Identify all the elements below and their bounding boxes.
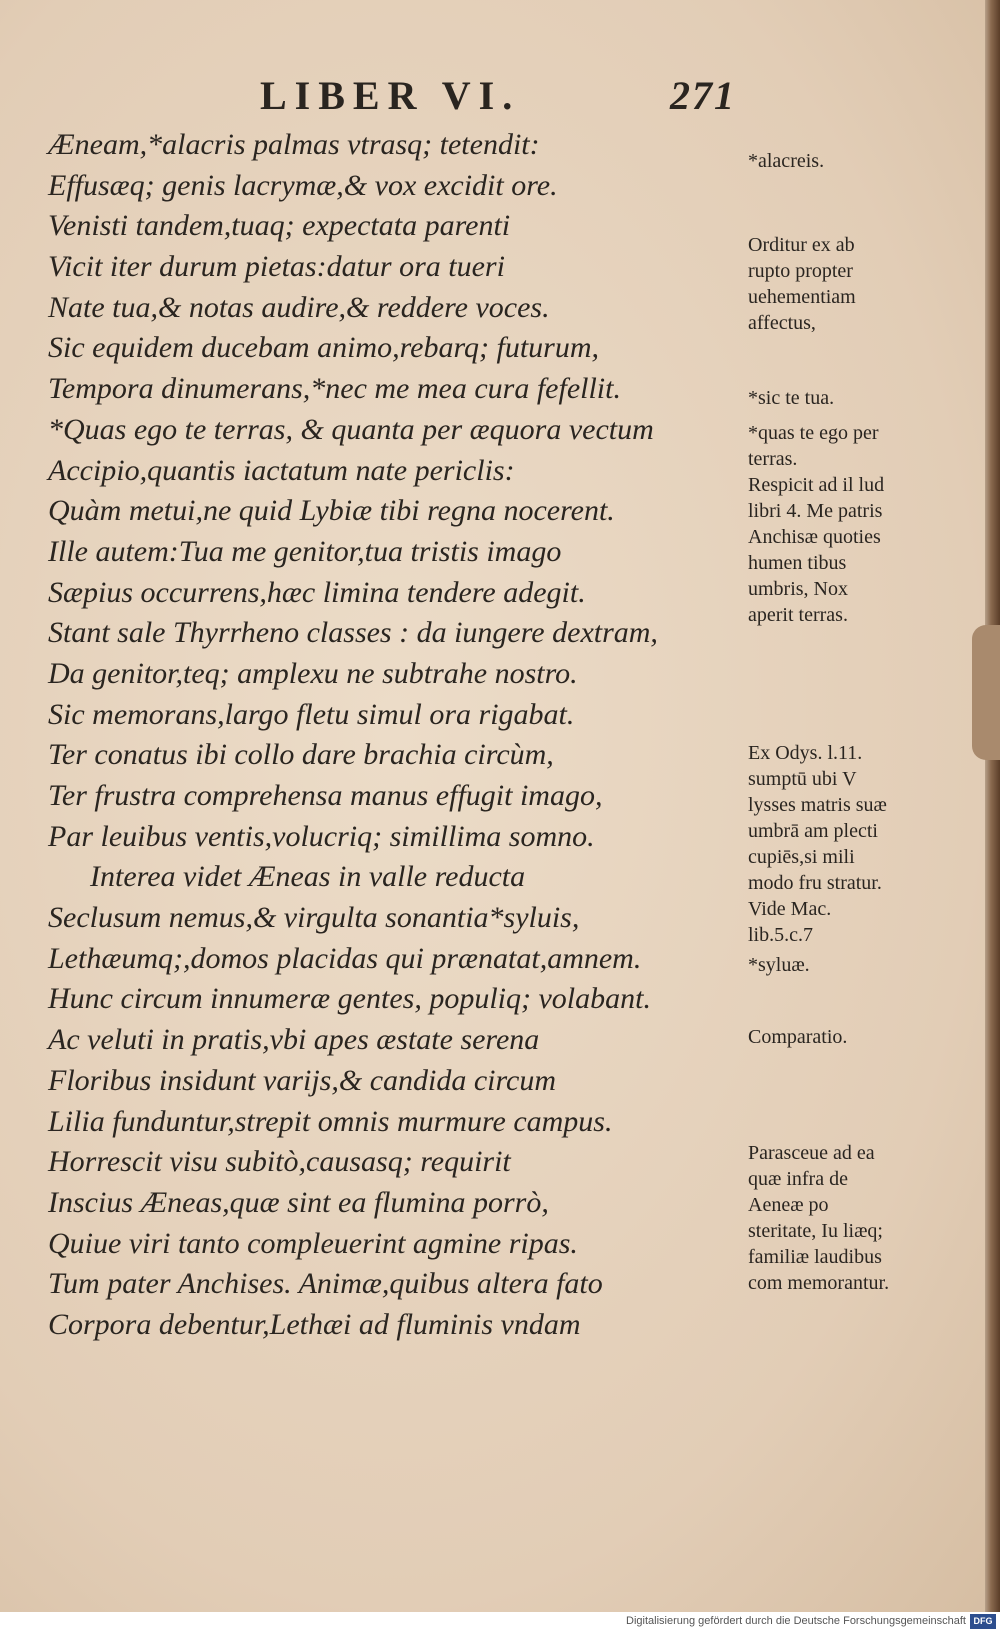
verse-line: *Quas ego te terras, & quanta per æquora vectum bbox=[48, 412, 654, 446]
verse-line: Tum pater Anchises. Animæ,quibus altera fato bbox=[48, 1267, 603, 1301]
verse-line: Ille autem:Tua me genitor,tua tristis imago bbox=[48, 534, 562, 568]
verse-line: Inscius Æneas,quæ sint ea flumina porrò, bbox=[48, 1185, 549, 1219]
marginal-note: Parasceue ad ea quæ infra de Aeneæ po steritate, Iu liæq; familiæ laudibus com memorantur. bbox=[748, 1142, 890, 1294]
verse-line: Hunc circum innumeræ gentes, populiq; volabant. bbox=[48, 982, 651, 1016]
verse-line: Floribus insidunt varijs,& candida circum bbox=[48, 1063, 557, 1097]
marginal-note: Respicit ad il lud libri 4. Me patris Anchisæ quoties humen tibus umbris, Nox aperit terras. bbox=[748, 474, 885, 626]
verse-line: Da genitor,teq; amplexu ne subtrahe nostro. bbox=[48, 656, 578, 690]
verse-line: Vicit iter durum pietas:datur ora tueri bbox=[48, 250, 505, 284]
verse-line: Ter frustra comprehensa manus effugit imago, bbox=[48, 779, 603, 812]
verse-line: Horrescit visu subitò,causasq; requirit bbox=[48, 1145, 511, 1179]
verse-line: Sæpius occurrens,hæc limina tendere adegit. bbox=[48, 575, 586, 609]
verse-line: Lethæumq;,domos placidas qui prænatat,amnem. bbox=[48, 941, 642, 975]
verse-line: Ac veluti in pratis,vbi apes æstate serena bbox=[48, 1023, 540, 1057]
footer-credit: Digitalisierung gefördert durch die Deutsche Forschungsgemeinschaft bbox=[626, 1615, 966, 1627]
book-tab-marker bbox=[972, 625, 1000, 760]
verse-line: Sic memorans,largo fletu simul ora rigabat. bbox=[48, 697, 575, 731]
marginal-note: Ex Odys. l.11. sumptū ubi V lysses matris suæ umbrā am plecti cupiēs,si mili modo fru stratur. Vide Mac. lib.5.c.7 bbox=[748, 742, 887, 946]
verse-line: Corpora debentur,Lethæi ad fluminis vndam bbox=[48, 1307, 581, 1341]
verse-line: Stant sale Thyrrheno classes : da iungere dextram, bbox=[48, 616, 658, 650]
verse-line: Æneam,*alacris palmas vtrasq; tetendit: bbox=[48, 128, 540, 161]
verse-line: Venisti tandem,tuaq; expectata parenti bbox=[48, 209, 511, 243]
verse-line: Tempora dinumerans,*nec me mea cura fefellit. bbox=[48, 372, 621, 406]
verse-line: Interea videt Æneas in valle reducta bbox=[90, 860, 526, 894]
verse-line: Quiue viri tanto compleuerint agmine ripas. bbox=[48, 1226, 578, 1260]
verse-line: Quàm metui,ne quid Lybiæ tibi regna nocerent. bbox=[48, 494, 615, 528]
marginal-note: *quas te ego per terras. bbox=[748, 422, 879, 470]
marginal-note: *alacreis. bbox=[748, 150, 825, 172]
dfg-logo-icon: DFG bbox=[970, 1614, 996, 1629]
marginal-note: *syluæ. bbox=[748, 954, 810, 976]
verse-line: Ter conatus ibi collo dare brachia circùm, bbox=[48, 738, 554, 772]
verse-line: Lilia funduntur,strepit omnis murmure campus. bbox=[48, 1104, 613, 1138]
verse-line: Seclusum nemus,& virgulta sonantia*syluis, bbox=[48, 901, 580, 935]
verse-line: Effusæq; genis lacrymæ,& vox excidit ore. bbox=[48, 168, 558, 202]
page-number: 271 bbox=[670, 73, 736, 118]
marginal-note: *sic te tua. bbox=[748, 387, 835, 409]
verse-line: Nate tua,& notas audire,& reddere voces. bbox=[48, 290, 550, 324]
verse-line: Par leuibus ventis,volucriq; simillima somno. bbox=[48, 819, 595, 853]
marginal-note: Comparatio. bbox=[748, 1026, 848, 1048]
verse-line: Accipio,quantis iactatum nate periclis: bbox=[48, 453, 515, 487]
marginal-note: Orditur ex ab rupto propter uehementiam affectus, bbox=[748, 234, 856, 334]
running-title: LIBER VI. bbox=[260, 73, 521, 118]
verse-line: Sic equidem ducebam animo,rebarq; futurum, bbox=[48, 331, 600, 365]
page-edge bbox=[985, 0, 1000, 1612]
footer-bar bbox=[0, 1612, 1000, 1632]
